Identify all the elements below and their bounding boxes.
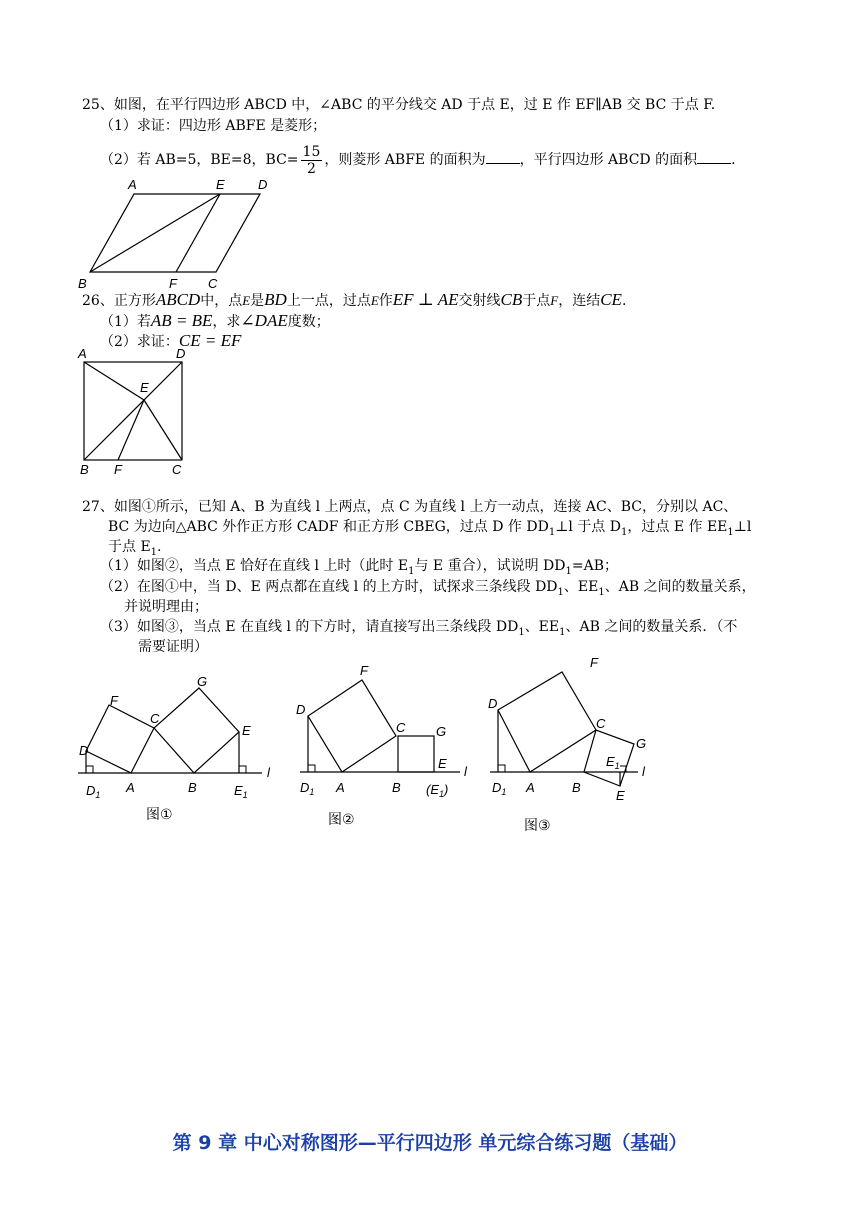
q26-text-a: 26、正方形 (82, 293, 156, 309)
label-e1-close: ) (444, 782, 449, 797)
label-e1-letter: E (234, 783, 243, 798)
answer-blank-parallelogram-area[interactable] (697, 151, 731, 164)
label-f: F (360, 663, 368, 678)
label-c: C (150, 711, 160, 726)
label-d: D (79, 743, 89, 758)
q27-figure-2 (292, 658, 482, 838)
diagonal-bd (84, 362, 182, 460)
label-g: G (636, 736, 647, 751)
label-d1 (300, 780, 314, 797)
label-d: D (296, 702, 306, 717)
label-g: G (197, 674, 208, 689)
label-e1 (606, 754, 620, 771)
q26-p1-math-ab-be: AB = BE (150, 311, 213, 330)
q26-p1-text-c: ，求 (212, 314, 241, 330)
q26-text-q: . (621, 293, 627, 309)
label-d1 (492, 780, 506, 797)
q27-p1-a: （1）如图②，当点 E 恰好在直线 l 上时（此时 E (100, 558, 409, 574)
right-angle-mark (86, 766, 93, 773)
right-angle-mark (239, 766, 246, 773)
q25-parallelogram-figure (70, 172, 290, 294)
label-l: l (267, 765, 270, 780)
label-e: E (140, 380, 149, 395)
q27-stem2-c: ，过点 E 作 EE (627, 519, 728, 535)
segment-ce (144, 400, 182, 460)
subscript-1: 1 (559, 626, 566, 638)
right-angle-mark (498, 765, 505, 772)
fraction-numerator: 15 (302, 143, 321, 160)
q26-math-e: E (242, 293, 251, 308)
right-angle-mark (308, 765, 315, 772)
subscript-1: 1 (557, 586, 564, 598)
q27-figure-1 (76, 672, 276, 832)
label-d: D (258, 177, 268, 192)
label-f: F (590, 655, 598, 670)
segment-ef (118, 400, 144, 460)
label-d: D (176, 346, 186, 361)
square-cbeg (154, 688, 239, 773)
q25-part2-text-a: （2）若 AB=5，BE=8，BC= (100, 152, 299, 168)
q26-math-e2: E (370, 293, 379, 308)
q27-stem3-a: 于点 E (108, 539, 151, 555)
q26-part1 (100, 311, 330, 332)
label-e1-sub: 1 (439, 789, 445, 799)
square-cadf (86, 705, 154, 773)
label-e1-sub: 1 (614, 761, 620, 771)
label-d1-letter: D (492, 780, 502, 795)
label-d1-letter: D (300, 780, 310, 795)
label-a: A (128, 177, 137, 192)
subscript-1: 1 (598, 586, 605, 598)
q26-math-f: F (550, 293, 559, 308)
q25-stem: 25、如图，在平行四边形 ABCD 中，∠ABC 的平分线交 AD 于点 E，过 E 作 EF∥AB 交 BC 于点 F. (82, 97, 716, 113)
label-e1-letter: E (606, 754, 615, 769)
segment-be (90, 194, 220, 272)
label-e: E (216, 177, 225, 192)
label-a: A (336, 780, 345, 795)
q26-math-ef-perp-ae: EF ⊥ AE (392, 290, 459, 309)
label-d1-sub: 1 (95, 790, 101, 800)
label-c: C (172, 462, 182, 477)
label-f: F (114, 462, 122, 477)
subscript-1: 1 (565, 565, 572, 577)
label-g: G (436, 724, 447, 739)
q27-stem-line1: 27、如图①所示，已知 A、B 为直线 l 上两点，点 C 为直线 l 上方一动点，连接 AC、BC，分别以 AC、 (82, 499, 738, 515)
label-d1-letter: D (86, 783, 96, 798)
q26-text-c: 中，点 (200, 293, 243, 309)
label-e: E (242, 723, 251, 738)
subscript-1: 1 (621, 526, 628, 538)
q27-p2-c: 、AB 之间的数量关系， (604, 579, 756, 595)
segment-ef (176, 194, 220, 272)
chapter-footer-title: 第 9 章 中心对称图形—平行四边形 单元综合练习题（基础） (172, 1132, 688, 1154)
label-f: F (169, 276, 177, 291)
label-e1-letter: (E (426, 782, 439, 797)
label-c: C (208, 276, 218, 291)
label-d1 (86, 783, 100, 800)
subscript-1: 1 (727, 526, 734, 538)
q25-part2-text-c: ，平行四边形 ABCD 的面积 (519, 152, 698, 168)
label-b: B (572, 780, 581, 795)
label-e: E (616, 788, 625, 803)
q26-stem (82, 290, 626, 311)
subscript-1: 1 (518, 626, 525, 638)
q26-math-ce: CE (600, 290, 622, 309)
label-a: A (78, 346, 87, 361)
label-b: B (78, 276, 87, 291)
q27-part3-line2: 需要证明） (138, 639, 208, 655)
q26-math-bd: BD (264, 290, 287, 309)
q27-p3-b: 、EE (524, 619, 560, 635)
q26-p1-math-dae: ∠DAE (240, 311, 288, 330)
q25-part2-text-b: ，则菱形 ABFE 的面积为 (324, 152, 486, 168)
label-e: E (438, 756, 447, 771)
answer-blank-rhombus-area[interactable] (486, 151, 520, 164)
q25-part2-text-d: . (731, 152, 736, 168)
subscript-1: 1 (548, 526, 556, 538)
q27-part2-line2: 并说明理由； (124, 599, 208, 615)
label-e1 (426, 782, 448, 799)
subscript-1: 1 (150, 546, 158, 558)
label-e1-sub: 1 (242, 790, 248, 800)
label-l: l (464, 764, 467, 779)
q27-figure-3 (486, 652, 676, 838)
caption-figure-3: 图③ (524, 817, 551, 833)
label-a: A (526, 780, 535, 795)
fraction-denominator: 2 (306, 160, 316, 177)
caption-figure-2: 图② (328, 811, 355, 827)
q26-text-m: 于点 (522, 293, 551, 309)
caption-figure-1: 图① (146, 806, 173, 822)
q26-math-cb: CB (500, 290, 523, 309)
label-b: B (392, 780, 401, 795)
parallelogram-abcd (90, 194, 260, 272)
q27-p1-c: =AB； (571, 558, 618, 574)
q27-stem3-b: . (157, 539, 162, 555)
label-b: B (188, 780, 197, 795)
q26-math-abcd: ABCD (155, 290, 201, 309)
q27-stem2-d: ⊥l (733, 519, 752, 535)
label-c: C (396, 720, 406, 735)
segment-ae (84, 362, 144, 400)
q26-p1-text-e: 度数； (287, 314, 330, 330)
q26-text-g: 上一点，过点 (286, 293, 371, 309)
q25-part1: （1）求证：四边形 ABFE 是菱形； (100, 118, 327, 134)
q27-stem2-b: ⊥l 于点 D (555, 519, 621, 535)
label-a: A (126, 780, 135, 795)
q26-text-o: ，连结 (558, 293, 601, 309)
q26-p2-text-a: （2）求证： (100, 334, 179, 350)
label-d: D (488, 696, 498, 711)
square-cadf (498, 672, 596, 772)
square-cadf (308, 680, 396, 772)
q26-text-e: 是 (250, 293, 265, 309)
label-f: F (110, 693, 118, 708)
label-c: C (596, 716, 606, 731)
q27-p2-b: 、EE (563, 579, 599, 595)
q27-p3-a: （3）如图③，当点 E 在直线 l 的下方时，请直接写出三条线段 DD (100, 619, 519, 635)
q27-stem2-a: BC 为边向△ABC 外作正方形 CADF 和正方形 CBEG，过点 D 作 DD (108, 519, 549, 535)
q27-stem-line2 (108, 518, 751, 542)
q27-p2-a: （2）在图①中，当 D、E 两点都在直线 l 的上方时，试探求三条线段 DD (100, 579, 558, 595)
square-cbeg (398, 736, 434, 772)
q26-square-figure (72, 344, 202, 480)
q27-p1-b: 与 E 重合），试说明 DD (414, 558, 566, 574)
label-b: B (80, 462, 89, 477)
subscript-1: 1 (408, 565, 415, 577)
q26-p1-text-a: （1）若 (100, 314, 151, 330)
fraction-15-2 (301, 144, 323, 177)
q26-text-i: 作 (378, 293, 393, 309)
label-d1-sub: 1 (501, 787, 507, 797)
label-d1-sub: 1 (309, 787, 315, 797)
label-l: l (642, 764, 645, 779)
q26-p2-math-ce-ef: CE = EF (178, 331, 242, 350)
q26-text-k: 交射线 (458, 293, 501, 309)
label-e1 (234, 783, 248, 800)
q27-p3-c: 、AB 之间的数量关系．（不 (565, 619, 738, 635)
